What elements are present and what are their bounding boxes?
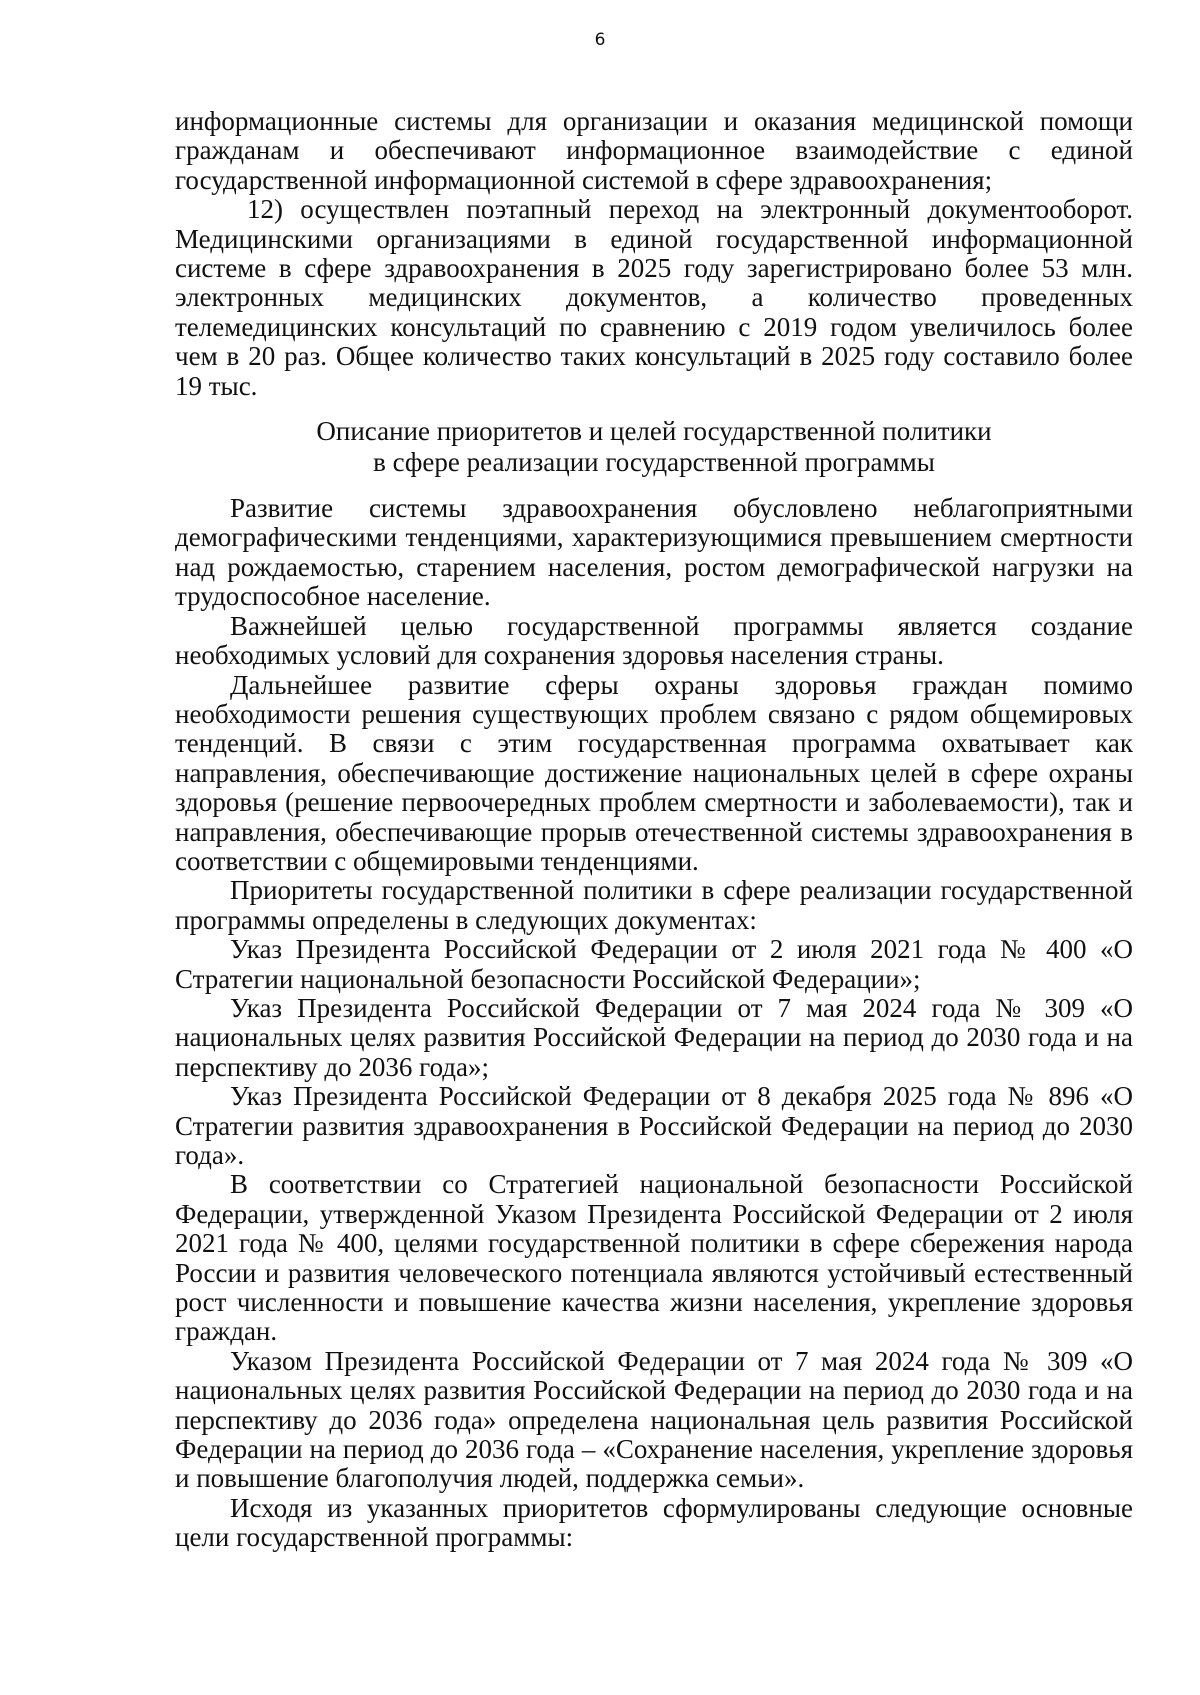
document-body (175, 107, 1133, 1553)
paragraph-priorities-intro: Приоритеты государственной политики в сфере реализации государственной программы определены в следующих документах: (175, 875, 1133, 935)
paragraph-decree-309: Указ Президента Российской Федерации от 7 мая 2024 года № 309 «О национальных целях развития Российской Федерации на период до 2030 года и на перспективу до 2036 года»; (175, 992, 1133, 1082)
section-heading (175, 416, 1133, 478)
page-number: 6 (594, 30, 606, 50)
paragraph-main-goal: Важнейшей целью государственной программы является создание необходимых условий для сохранения здоровья населения страны. (175, 610, 1133, 671)
paragraph-program-goals: Исходя из указанных приоритетов сформулированы следующие основные цели государственной программы: (175, 1492, 1133, 1553)
paragraph-demographics: Развитие системы здравоохранения обусловлено неблагоприятными демографическими тенденциями, характеризующимися превышением смертности над рождаемостью, старением населения, ростом демографической нагрузки на трудоспособное население. (175, 493, 1133, 612)
paragraph-decree-400: Указ Президента Российской Федерации от 2 июля 2021 года № 400 «О Стратегии национальной безопасности Российской Федерации»; (175, 934, 1133, 994)
list-item-12: 12) осуществлен поэтапный переход на электронный документооборот. Медицинскими организациями в единой государственной информационной системе в сфере здравоохранения в 2025 году зарегистрировано более 53 млн. электронных медицинских документов, а количество проведенных телемедицинских консультаций по сравнению с 2019 годом увеличилось более чем в 20 раз. Общее количество таких консультаций в 2025 году составило более 19 тыс. (175, 194, 1133, 401)
paragraph-security-strategy: В соответствии со Стратегией национальной безопасности Российской Федерации, утвержденной Указом Президента Российской Федерации от 2 июля 2021 года № 400, целями государственной политики в сфере сбережения народа России и развития человеческого потенциала являются устойчивый естественный рост численности и повышение качества жизни населения, укрепление здоровья граждан. (175, 1169, 1133, 1347)
paragraph-decree-896: Указ Президента Российской Федерации от 8 декабря 2025 года № 896 «О Стратегии развития здравоохранения в Российской Федерации на период до 2030 года». (175, 1081, 1133, 1170)
section-heading-line-2: в сфере реализации государственной программы (373, 447, 935, 478)
paragraph-global-trends: Дальнейшее развитие сферы охраны здоровья граждан помимо необходимости решения существующих проблем связано с рядом общемировых тенденций. В связи с этим государственная программа охватывает как направления, обеспечивающие достижение национальных целей в сфере охраны здоровья (решение первоочередных проблем смертности и заболеваемости), так и направления, обеспечивающие прорыв отечественной системы здравоохранения в соответствии с общемировыми тенденциями. (175, 669, 1133, 876)
section-heading-line-1: Описание приоритетов и целей государственной политики (316, 416, 992, 447)
continuation-paragraph: информационные системы для организации и оказания медицинской помощи гражданам и обеспечивают информационное взаимодействие с единой государственной информационной системой в сфере здравоохранения; (175, 106, 1133, 195)
paragraph-national-goal: Указом Президента Российской Федерации от 7 мая 2024 года № 309 «О национальных целях развития Российской Федерации на период до 2030 года и на перспективу до 2036 года» определена национальная цель развития Российской Федерации на период до 2036 года – «Сохранение населения, укрепление здоровья и повышение благополучия людей, поддержка семьи». (175, 1345, 1133, 1494)
